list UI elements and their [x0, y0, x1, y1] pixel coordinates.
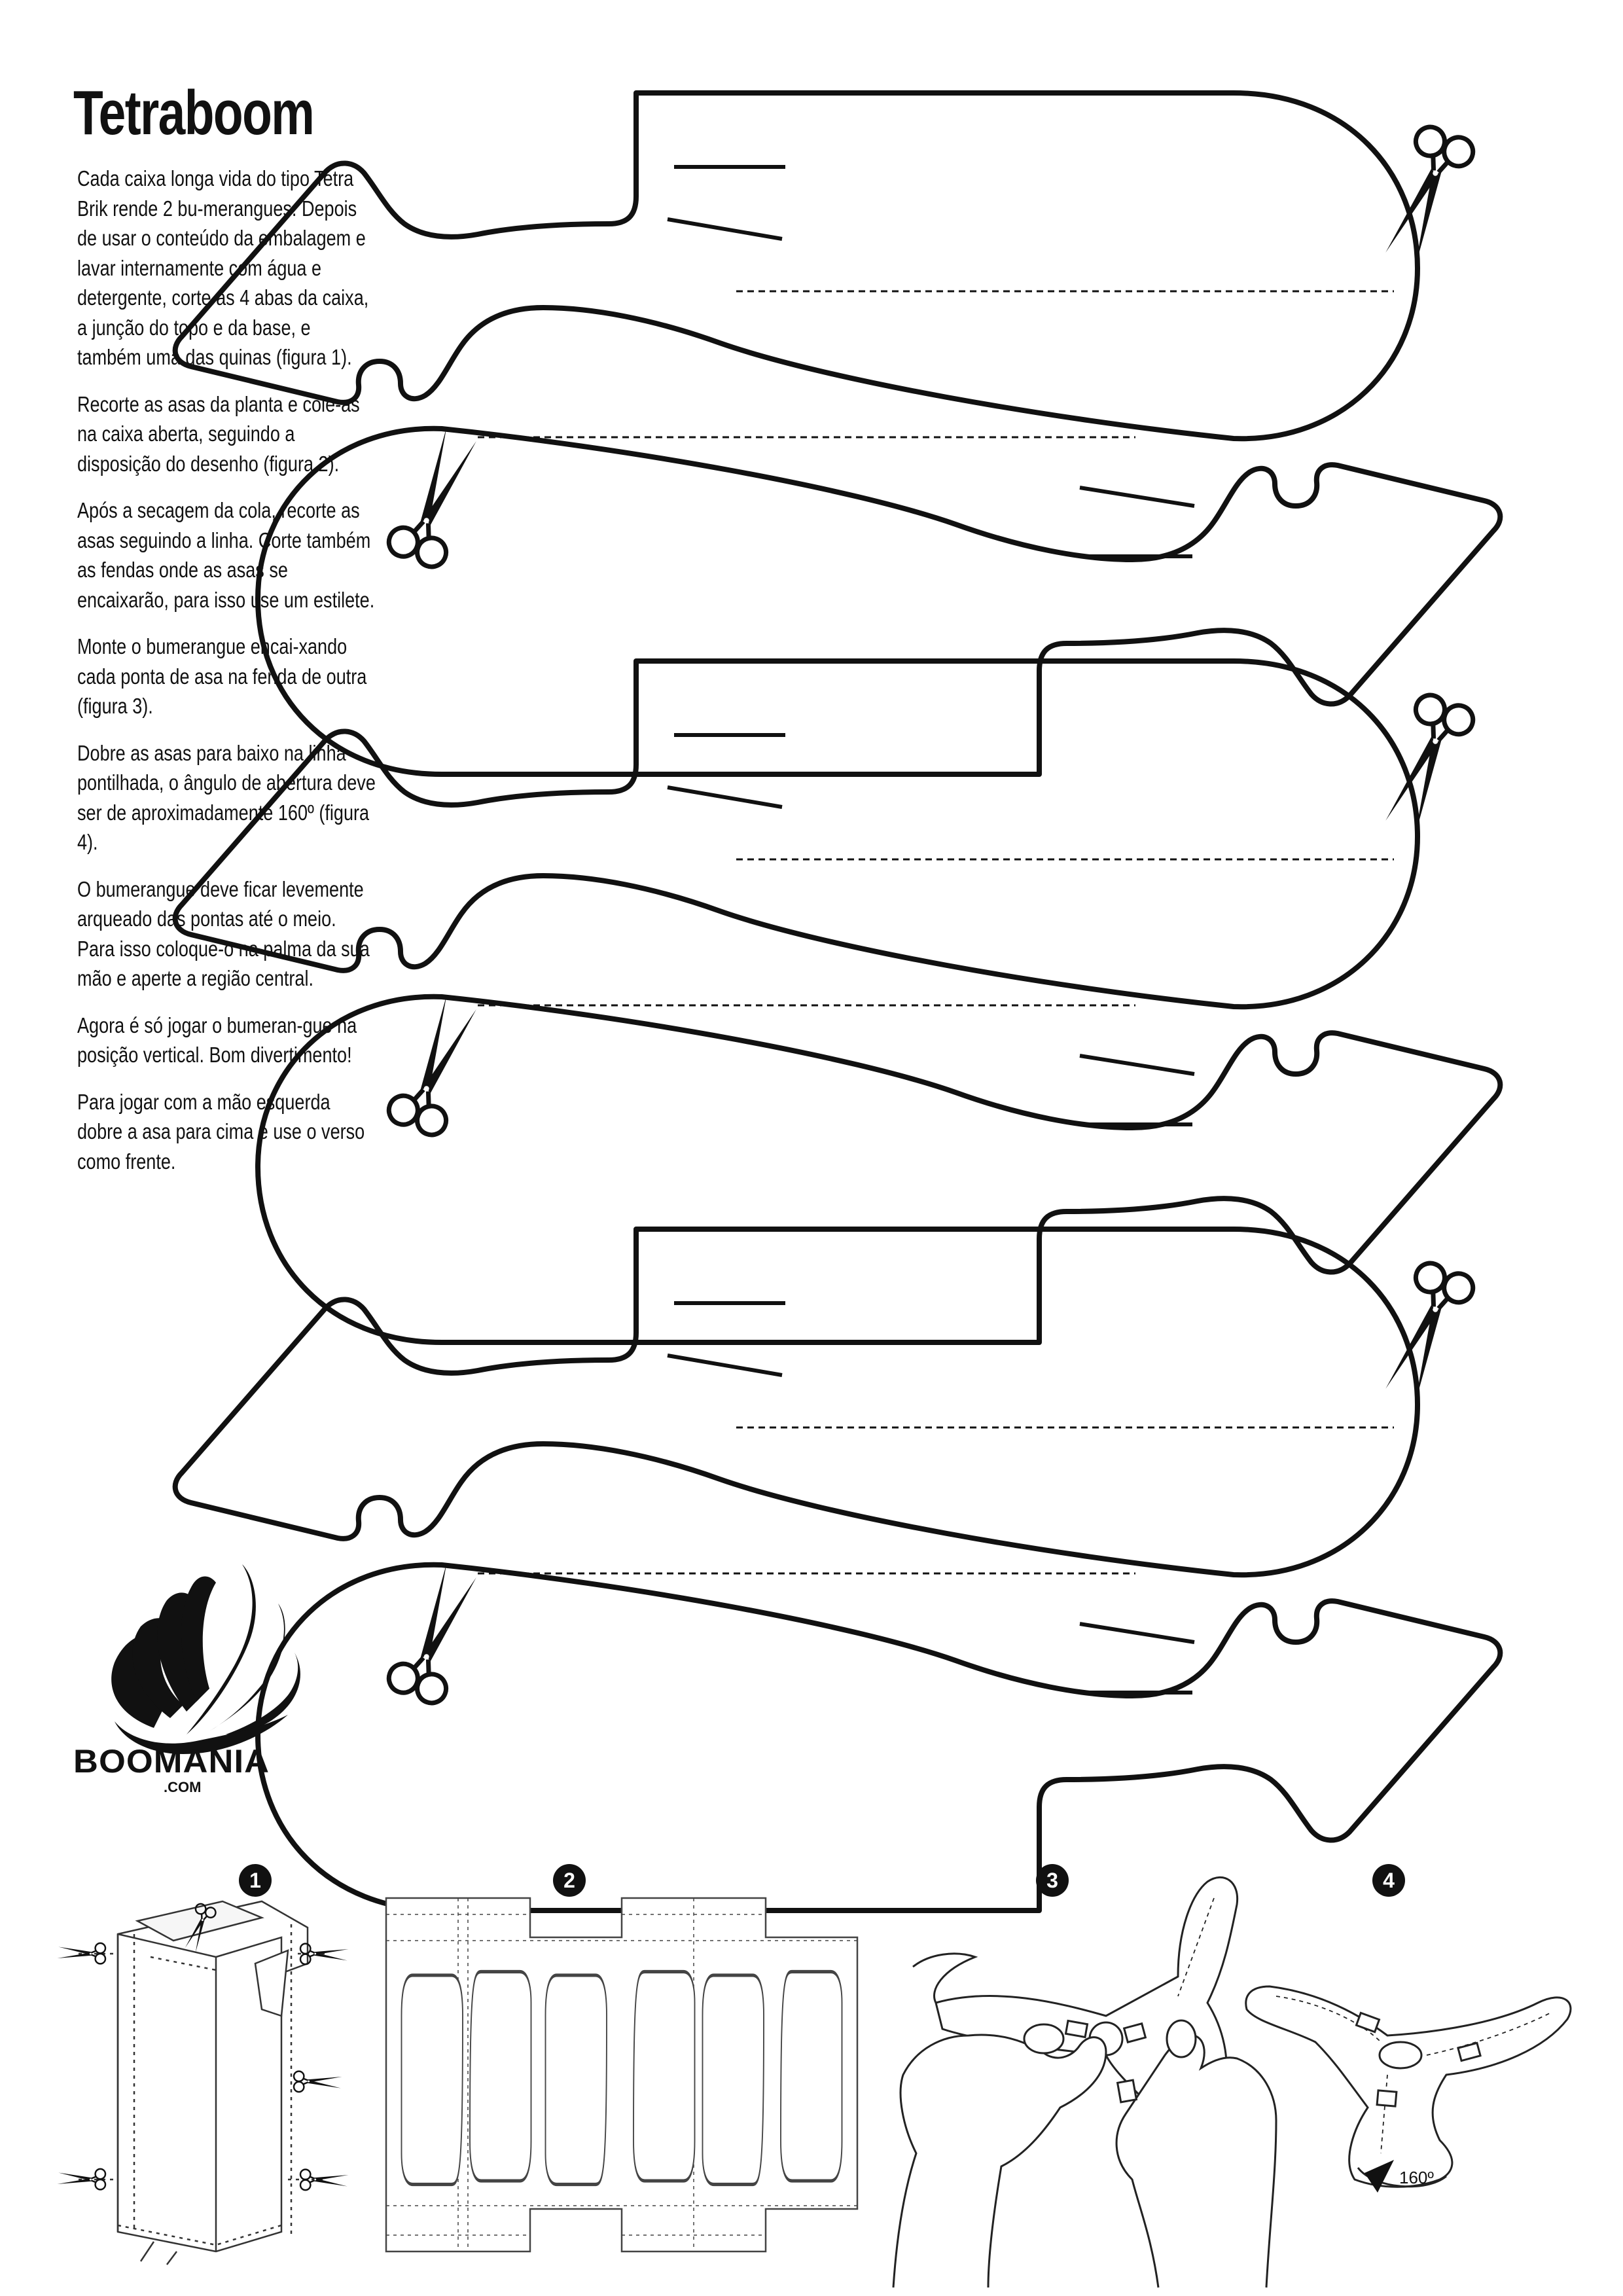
logo-domain: .COM: [164, 1779, 202, 1795]
scissors-icon: [385, 1558, 487, 1707]
wing-upper-1: [175, 93, 1418, 439]
instruction-3: Após a secagem da cola, recorte as asas seguindo a linha. Corte também as fendas onde as asas se encaixarão, para isso use um estilete.: [77, 498, 375, 612]
scissors-icon: [385, 990, 487, 1139]
instruction-7: Agora é só jogar o bumeran-gue na posição vertical. Bom divertimento!: [77, 1013, 357, 1067]
figure-2-badge: 2: [553, 1864, 586, 1897]
scissors-icon: [294, 2072, 342, 2092]
scissors-icon: [385, 422, 487, 571]
wing-slit: [668, 219, 782, 239]
figure-4-badge: 4: [1372, 1864, 1405, 1897]
wing-lower-2: [258, 997, 1500, 1342]
wing-lower-1: [258, 429, 1500, 774]
mini-wing: [781, 1972, 842, 2181]
wing-slit: [1080, 1056, 1194, 1074]
instruction-1: Cada caixa longa vida do tipo Tetra Brik rende 2 bu-merangues. Depois de usar o conteúdo da embalagem e lavar internamente com água e detergente, corte as 4 abas da caixa, a junção do topo e da base, e também uma das quinas (figura 1).: [77, 166, 369, 369]
mini-wing: [470, 1972, 531, 2181]
figure-3-hands: [893, 1877, 1276, 2287]
wings-layer: [175, 93, 1501, 1910]
mini-wing: [703, 1975, 764, 2185]
scissors-icon: [1374, 691, 1476, 840]
scissors-icon: [1374, 1259, 1476, 1408]
mini-wing: [633, 1972, 695, 2181]
mini-wing: [546, 1975, 607, 2185]
scissors-icon: [1374, 123, 1476, 272]
figure-1-box: [79, 1901, 327, 2265]
boomania-logo-icon: [111, 1564, 300, 1754]
wing-slit: [1080, 1624, 1194, 1642]
wing-slit: [668, 1355, 782, 1375]
instruction-8: Para jogar com a mão esquerda dobre a asa para cima e use o verso como frente.: [77, 1089, 365, 1174]
wing-upper-3: [175, 1229, 1418, 1575]
figure-3-badge: 3: [1036, 1864, 1069, 1897]
wing-lower-3: [258, 1565, 1500, 1910]
instruction-4: Monte o bumerangue encai-xando cada ponta de asa na fenda de outra (figura 3).: [77, 634, 367, 718]
page-title: Tetraboom: [73, 78, 314, 148]
figure-2-layout: [386, 1898, 857, 2251]
figure-4-boomerang: [1246, 1986, 1571, 2193]
angle-label: 160º: [1399, 2168, 1434, 2187]
instruction-2: Recorte as asas da planta e cole-as na caixa aberta, seguindo a disposição do desenho (figura 2).: [77, 391, 360, 476]
wing-upper-2: [175, 661, 1418, 1007]
figure-1-badge: 1: [239, 1864, 272, 1897]
wing-slit: [1080, 488, 1194, 506]
logo-name: BOOMANIA: [73, 1743, 270, 1780]
wing-slit: [668, 787, 782, 807]
mini-wing: [402, 1975, 463, 2185]
instruction-5: Dobre as asas para baixo na linha pontilhada, o ângulo de abertura deve ser de aproximadamente 160º (figura 4).: [77, 740, 376, 854]
scissors-icon: [300, 2170, 349, 2191]
instruction-6: O bumerangue deve ficar levemente arqueado das pontas até o meio. Para isso coloque-o na palma da sua mão e aperte a região central.: [77, 876, 370, 990]
